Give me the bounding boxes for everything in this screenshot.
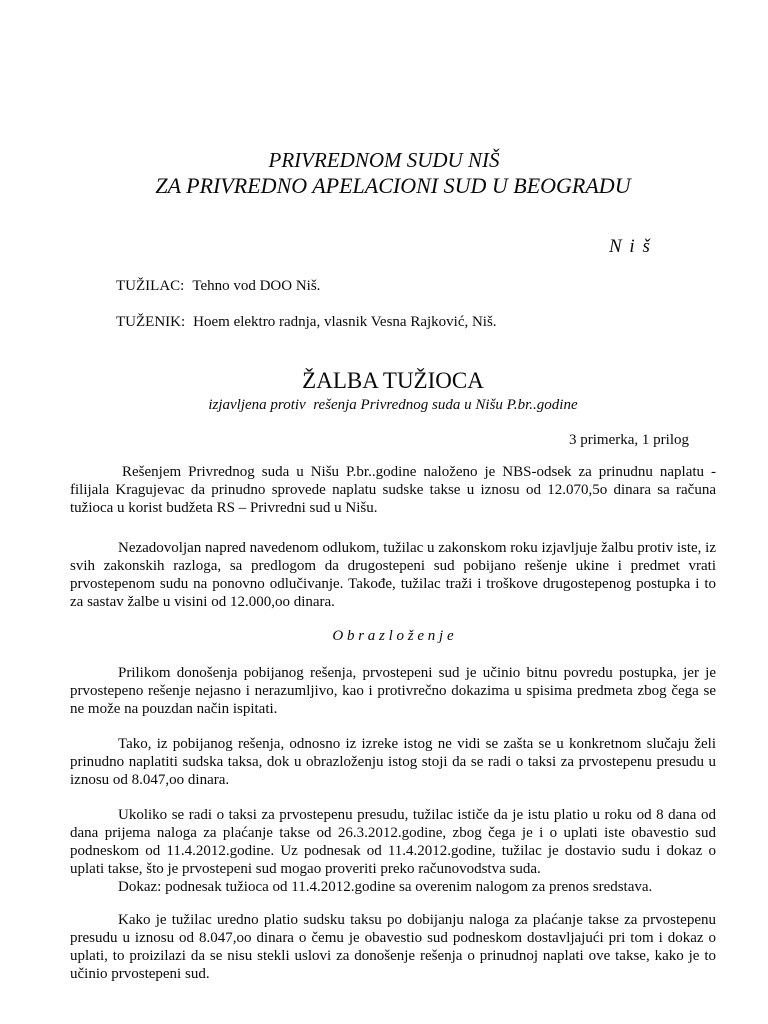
paragraph-line: učinio prvostepeni sud.: [70, 966, 210, 982]
paragraph-line: ne može na pouzdan način ispitati.: [70, 701, 278, 717]
plaintiff-name: Tehno vod DOO Niš.: [192, 278, 321, 294]
place-name: N i š: [609, 236, 652, 257]
paragraph-line: Ukoliko se radi o taksi za prvostepenu presudu, tužilac ističe da je istu platio u roku od 8 dana od: [118, 807, 716, 823]
document-title: ŽALBA TUŽIOCA: [302, 368, 484, 393]
paragraph-line: za sastav žalbe u visini od 12.000,oo dinara.: [70, 594, 335, 610]
paragraph-line: prvostepenom sudu na ponovno odlučivanje. Takođe, tužilac traži i troškove drugostepenog postupka i to: [70, 576, 716, 592]
paragraph-line: Kako je tužilac uredno platio sudsku taksu po dobijanju naloga za plaćanje takse za prvostepenu: [118, 912, 716, 928]
paragraph-line: uplati, to proizilazi da se nisu stekli uslovi za donošenje rešenja o prinudnoj naplati ove takse, kako je to: [70, 948, 716, 964]
paragraph-line: dana prijema naloga za plaćanje takse od 26.3.2012.godine, zbog čega je i o uplati iste obavestio sud: [70, 825, 716, 841]
paragraph-line: tužioca u korist budžeta RS – Privredni sud u Nišu.: [70, 500, 378, 516]
paragraph: [70, 911, 716, 983]
plaintiff-label: TUŽILAC:: [116, 278, 185, 294]
defendant-label: TUŽENIK:: [116, 314, 186, 330]
paragraph-line: Prilikom donošenja pobijanog rešenja, prvostepeni sud je učinio bitnu povredu postupka, jer je: [118, 665, 716, 681]
paragraph: [70, 735, 716, 789]
paragraph-line: prvostepeno rešenje nejasno i nerazumljivo, kao i protivrečno dokazima u spisima predmeta zbog čega se: [70, 683, 716, 699]
court-addressee-line-1: PRIVREDNOM SUDU NIŠ: [268, 148, 500, 172]
paragraph-line: iznosu od 8.047,oo dinara.: [70, 772, 230, 788]
defendant-line: [116, 313, 497, 331]
plaintiff-line: [116, 277, 320, 295]
paragraph-line: presudu u iznosu od 8.047,oo dinara o čemu je obavestio sud podneskom dostavljajući pri tom i dokaz o: [70, 930, 716, 946]
paragraph-line: Rešenjem Privrednog suda u Nišu P.br..godine naloženo je NBS-odsek za prinudnu naplatu -: [122, 464, 716, 480]
paragraph-line: Nezadovoljan napred navedenom odlukom, tužilac u zakonskom roku izjavljuje žalbu protiv iste, iz: [118, 540, 716, 556]
paragraph-line: prinudno naplatiti sudska taksa, dok u obrazloženju istog stoji da se radi o taksi za prvostepenu presudu u: [70, 754, 716, 770]
paragraph-line: svih zakonskih razloga, sa predlogom da drugostepeni sud pobijano rešenje ukine i predmet vrati: [70, 558, 716, 574]
paragraph-line: filijala Kragujevac da prinudno sprovede naplatu sudske takse u iznosu od 12.070,5o dinara sa računa: [70, 482, 716, 498]
paragraph-line: uplati takse, što je prvostepeni sud mogao proveriti preko računovodstva suda.: [70, 861, 541, 877]
document-subtitle: izjavljena protiv rešenja Privrednog suda u Nišu P.br..godine: [208, 397, 578, 413]
evidence-note: Dokaz: podnesak tužioca od 11.4.2012.godine sa overenim nalogom za prenos sredstava.: [118, 879, 653, 895]
defendant-name: Hoem elektro radnja, vlasnik Vesna Rajković, Niš.: [193, 314, 497, 330]
paragraph-line: Tako, iz pobijanog rešenja, odnosno iz izreke istog ne vidi se zašta se u konkretnom slučaju želi: [118, 736, 716, 752]
paragraph: [70, 463, 716, 517]
paragraph: [70, 664, 716, 718]
paragraph: [70, 539, 716, 611]
paragraph: [70, 806, 716, 878]
paragraph-line: podneskom od 11.4.2012.godine. Uz podnesak od 11.4.2012.godine, tužilac je dostavio sudu i dokaz o: [70, 843, 716, 859]
section-heading: O b r a z l o ž e n j e: [332, 628, 454, 644]
court-addressee-line-2: ZA PRIVREDNO APELACIONI SUD U BEOGRADU: [155, 173, 631, 198]
attachments-note: 3 primerka, 1 prilog: [569, 432, 689, 448]
